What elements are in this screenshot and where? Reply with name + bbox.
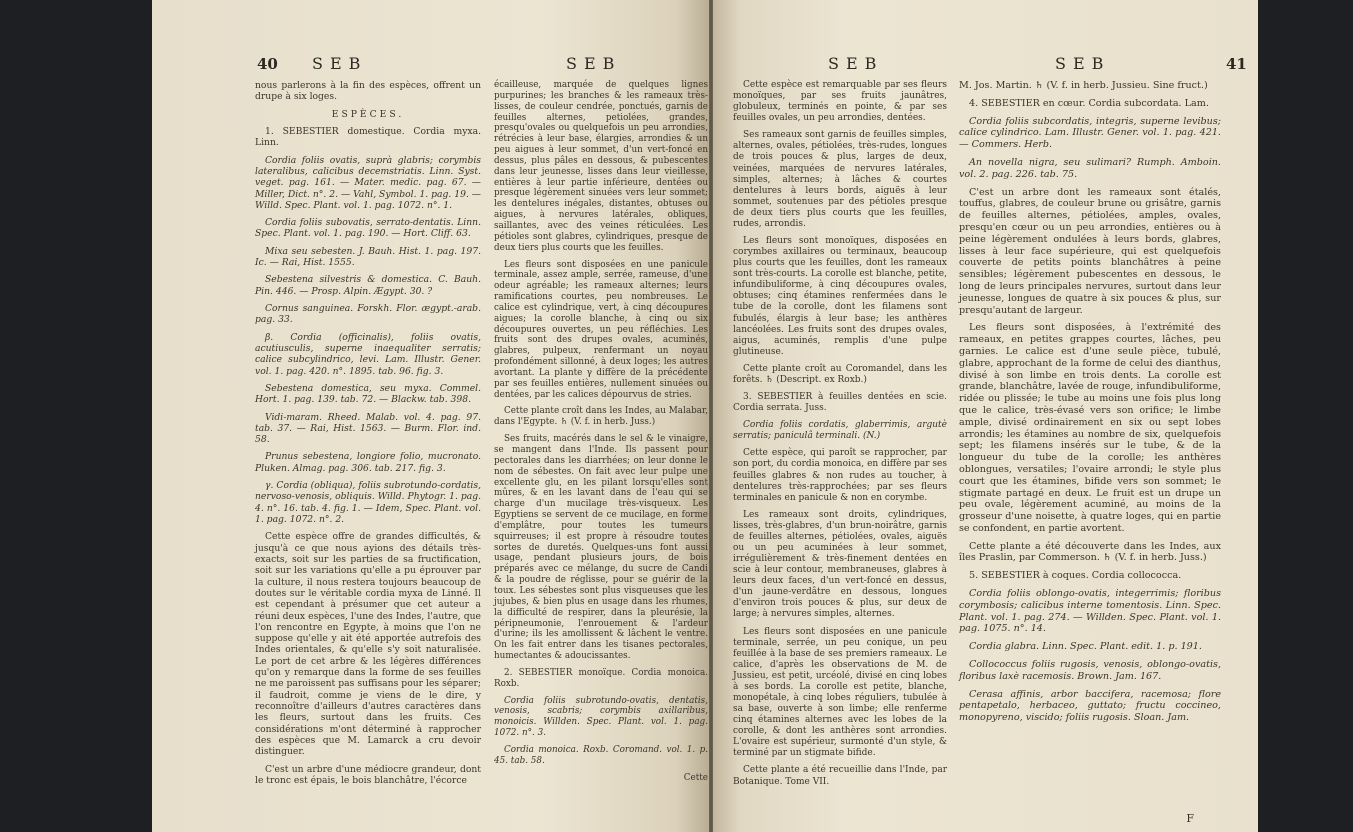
left-page-number: 40 (257, 55, 278, 73)
citation: An novella nigra, seu sulimari? Rumph. Amboin. vol. 2. pag. 226. tab. 75. (959, 156, 1221, 180)
paragraph: Cette plante croît au Coromandel, dans les forêts. ♄ (Descript. ex Roxb.) (733, 363, 947, 385)
citation: Collococcus foliis rugosis, venosis, oblongo-ovatis, floribus laxè racemosis. Brown. Jam. 167. (959, 659, 1221, 682)
citation: Cordia monoica. Roxb. Coromand. vol. 1. p. 45. tab. 58. (494, 744, 708, 766)
citation: γ. Cordia (obliqua), foliis subrotundo-cordatis, nervoso-venosis, obliquis. Willd. Phytogr. 1. pag. 4. n°. 16. tab. 4. fig. 1. — Idem, Spec. Plant. vol. 1. pag. 1072. n°. 2. (255, 480, 481, 525)
paragraph: Cette plante a été découverte dans les Indes, aux îles Praslin, par Commerson. ♄ (V. f. in herb. Juss.) (959, 540, 1221, 564)
paragraph: M. Jos. Martin. ♄ (V. f. in herb. Jussieu. Sine fruct.) (959, 80, 1208, 91)
species-heading: 2. SEBESTIER monoïque. Cordia monoica. Roxb. (494, 667, 708, 689)
paragraph: Ses fruits, macérés dans le sel & le vinaigre, se mangent dans l'Inde. Ils passent pour pectorales dans les diarrhées; on leur donne le nom de sébestes. On fait avec leur pulpe une excellente glu, en les pilant lorsqu'elles sont mûres, & en les lavant dans de l'eau qui se charge d'un mucilage très-visqueux. Les Egyptiens se servent de ce mucilage, en forme d'emplâtre, pour toutes les tumeurs squirreuses; il est propre à résoudre toutes sortes de duretés. Quelques-uns font aussi usage, pendant plusieurs jours, de bois préparés avec ce mélange, du sucre de Candi & la poudre de réglisse, pour se guérir de la toux. Les sébestes sont plus visqueuses que les jujubes, & bien plus en usage dans les rhumes, la difficulté de respirer, dans la pleurésie, la péripneumonie, l'enrouement & l'ardeur d'urine; ils les amollissent & lâchent le ventre. On les fait entrer dans les tisanes pectorales, humectantes & adoucissantes. (494, 434, 708, 662)
right-header-word: SEB (828, 54, 884, 73)
right-column-1 (733, 80, 947, 794)
paragraph: Cette espèce, qui paroît se rapprocher, par son port, du cordia monoica, en diffère par ses feuilles glabres & non rudes au toucher, à dentelures très-rapprochées; par ses fleurs terminales en panicule & non en corymbe. (733, 448, 947, 503)
citation: Cordia foliis oblongo-ovatis, integerrimis; floribus corymbosis; calicibus interne tomentosis. Linn. Spec. Plant. vol. 1. pag. 274. — Willden. Spec. Plant. vol. 1. pag. 1075. n°. 14. (959, 588, 1221, 635)
right-header-word-col2: SEB (1055, 54, 1111, 73)
left-header-word-col2: SEB (566, 54, 622, 73)
paragraph: Les fleurs sont disposées en une panicule terminale, serrée, un peu conique, un peu feuillée à la base de ses premiers rameaux. Le calice, d'après les observations de M. de Jussieu, est petit, urcéolé, divisé en cinq lobes à ses bords. La corolle est petite, blanche, monopétale, à cinq lobes réguliers, tubulée à sa base, ouverte à son limbe; elle renferme cinq étamines alternes avec les lobes de la corolle, & dont les anthères sont arrondies. L'ovaire est supérieur, surmonté d'un style, & terminé par un stigmate bifide. (733, 626, 947, 759)
signature-mark: F (1186, 812, 1194, 825)
left-column-2 (494, 80, 708, 789)
left-page (152, 0, 709, 832)
paragraph: Les fleurs sont disposées, à l'extrémité des rameaux, en petites grappes courtes, lâches, peu garnies. Le calice est d'une seule pièce, tubulé, glabre, approchant de la forme de celui des dianthus, divisé à son limbe en trois dents. La corolle est grande, blanchâtre, lavée de rouge, infundibuliforme, ridée ou plissée; le tube au moins une fois plus long que le calice, très-évasé vers son orifice; le limbe ample, divisé ordinairement en six ou sept lobes arrondis; les étamines au nombre de six, quelquefois sept; les filamens insérés sur le tube, & de la longueur du tube de la corolle; les anthères oblongues, versatiles; l'ovaire arrondi; le style plus court que les étamines, bifide vers son sommet; le stigmate partagé en deux. Le fruit est un drupe un peu ovale, légèrement acuminé, au moins de la grosseur d'une noisette, à quatre loges, qui en partie se confondent, en partie avortent. (959, 322, 1221, 534)
paragraph: écailleuse, marquée de quelques lignes purpurines; les branches & les rameaux très-lisses, de couleur cendrée, ponctués, garnis de feuilles alternes, petiolées, grandes, presqu'ovales ou quelquefois un peu arrondies, rétrécies à leur base, élargies, arrondies & un peu aigues à leur sommet, d'un vert-foncé en dessus, plus pâles en dessous, & pubescentes dans leur jeunesse, lisses dans leur vieillesse, entières à leur partie inférieure, dentées ou presque légèrement sinuées vers leur sommet; les dentelures inégales, distantes, obtuses ou aigues, à nervures latérales, obliques, saillantes, avec des veines réticulées. Les pétioles sont glabres, cylindriques, presque de deux tiers plus courts que les feuilles. (494, 80, 708, 253)
paragraph: Cette plante a été recueillie dans l'Inde, par Botanique. Tome VII. (733, 765, 947, 787)
right-page-number: 41 (1226, 55, 1247, 73)
species-heading: 1. SEBESTIER domestique. Cordia myxa. Linn. (255, 125, 481, 149)
paragraph: Cette plante croît dans les Indes, au Malabar, dans l'Egypte. ♄ (V. f. in herb. Juss.) (494, 406, 708, 428)
paragraph: Cette espèce offre de grandes difficultés, & jusqu'à ce que nous ayions des détails très-exacts, soit sur les parties de sa fructification, soit sur les variations qu'elle a pu éprouver par la culture, il nous restera toujours beaucoup de doutes sur le véritable cordia myxa de Linné. Il est cependant à présumer que cet auteur a réuni deux espèces, l'une des Indes, l'autre, que l'on rencontre en Egypte, à moins que l'on ne suppose qu'elle y ait été apportée autrefois des Indes orientales, & qu'elle s'y soit naturalisée. Le port de cet arbre & les légères différences qu'on y remarque dans la forme de ses feuilles ne me paroissent pas suffisans pour les séparer; il faudroit, comme je viens de le dire, y reconnoître d'ailleurs d'autres caractères dans les fleurs, surtout dans les fruits. Ces considérations m'ont déterminé à rapprocher des espèces que M. Lamarck a cru devoir distinguer. (255, 531, 481, 758)
citation: Vidi-maram. Rheed. Malab. vol. 4. pag. 97. tab. 37. — Rai, Hist. 1563. — Burm. Flor. ind. 58. (255, 411, 481, 446)
paragraph: Ses rameaux sont garnis de feuilles simples, alternes, ovales, pétiolées, très-rudes, longues de trois pouces & plus, larges de deux, veinées, marquées de nervures latérales, simples, alternes; à lâches & courtes dentelures à leurs bords, aiguës à leur sommet, soutenues par des pétioles presque de deux tiers plus courts que les feuilles, rudes, arrondis. (733, 130, 947, 229)
citation: Cordia foliis subcordatis, integris, superne levibus; calice cylindrico. Lam. Illustr. Gener. vol. 1. pag. 421. — Commers. Herb. (959, 115, 1221, 151)
paragraph: nous parlerons à la fin des espèces, offrent un drupe à six loges. (255, 80, 481, 103)
species-heading: 4. SEBESTIER en cœur. Cordia subcordata. Lam. (969, 97, 1209, 109)
citation: Sebestena domestica, seu myxa. Commel. Hort. 1. pag. 139. tab. 72. — Blackw. tab. 398. (255, 382, 481, 406)
paragraph: Cette espèce est remarquable par ses fleurs monoïques, par ses fruits jaunâtres, globuleux, terminés en pointe, & par ses feuilles ovales, un peu arrondies, dentées. (733, 80, 947, 124)
citation: Sebestena silvestris & domestica. C. Bauh. Pin. 446. — Prosp. Alpin. Ægypt. 30. ? (255, 274, 481, 297)
paragraph: Les rameaux sont droits, cylindriques, lisses, très-glabres, d'un brun-noirâtre, garnis de feuilles alternes, pétiolées, ovales, aiguës ou un peu acuminées à leur sommet, irrégulièrement & très-finement dentées en scie à leur contour, membraneuses, glabres à leurs deux faces, d'un vert-foncé en dessus, d'un jaune-verdâtre en dessous, longues d'environ trois pouces & plus, sur deux de large; à nervures simples, alternes. (733, 509, 947, 620)
paragraph: C'est un arbre d'une médiocre grandeur, dont le tronc est épais, le bois blanchâtre, l'écorce (255, 763, 481, 786)
paragraph: Les fleurs sont monoïques, disposées en corymbes axillaires ou terminaux, beaucoup plus courts que les feuilles, dont les rameaux sont très-courts. La corolle est blanche, petite, infundibuliforme, à cinq découpures ovales, obtuses; cinq étamines renfermées dans le tube de la corolle, dont les filamens sont fubulés, élargis à leur base; les anthères lancéolées. Les fruits sont des drupes ovales, aigus, acuminés, remplis d'une pulpe glutineuse. (733, 236, 947, 357)
right-column-2 (959, 80, 1221, 730)
citation: Mixa seu sebesten. J. Bauh. Hist. 1. pag. 197. Ic. — Rai, Hist. 1555. (255, 245, 481, 269)
citation: Cordia foliis ovatis, suprà glabris; corymbis lateralibus, calicibus decemstriatis. Linn. Syst. veget. pag. 161. — Mater. medic. pag. 67. — Miller, Dict. n°. 2. — Vahl, Symbol. 1. pag. 19. — Willd. Spec. Plant. vol. 1. pag. 1072. n°. 1. (255, 154, 481, 211)
citation: β. Cordia (officinalis), foliis ovatis, acutiusculis, superne inaequaliter serratis; calice subcylindrico, levi. Lam. Illustr. Gener. vol. 1. pag. 420. n°. 1895. tab. 96. fig. 3. (255, 331, 481, 377)
left-header-word: SEB (312, 54, 368, 73)
section-heading: ESPÈCES. (331, 108, 405, 120)
species-heading: 3. SEBESTIER à feuilles dentées en scie. Cordia serrata. Juss. (733, 392, 947, 414)
citation: Cerasa affinis, arbor baccifera, racemosa; flore pentapetalo, herbaceo, guttato; fructu coccineo, monopyreno, viscido; foliis rugosis. Sloan. Jam. (959, 688, 1221, 724)
left-column-1 (255, 80, 481, 792)
citation: Cordia glabra. Linn. Spec. Plant. edit. 1. p. 191. (969, 641, 1202, 653)
citation: Cordia foliis subrotundo-ovatis, dentatis, venosis, scabris; corymbis axillaribus, monoicis. Willden. Spec. Plant. vol. 1. pag. 1072. n°. 3. (494, 695, 708, 739)
paragraph: C'est un arbre dont les rameaux sont étalés, touffus, glabres, de couleur brune ou grisâtre, garnis de feuilles alternes, pétiolées, amples, ovales, presqu'en cœur ou un peu arrondies, entières ou à peine légèrement ondulées à leurs bords, glabres, lisses à leur face supérieure, qui est quelquefois couverte de petits points blanchâtres à peine sensibles; légèrement pubescentes en dessous, le long de leurs principales nervures, surtout dans leur jeunesse, longues de quatre à six pouces & plus, sur presqu'autant de largeur. (959, 186, 1221, 316)
catchword: Cette (683, 772, 708, 783)
citation: Cordia foliis cordatis, glaberrimis, argutè serratis; paniculâ terminali. (N.) (733, 420, 947, 442)
right-page (713, 0, 1258, 832)
paragraph: Les fleurs sont disposées en une panicule terminale, assez ample, serrée, rameuse, d'une odeur agréable; les rameaux alternes; leurs ramifications courtes, peu nombreuses. Le calice est cylindrique, vert, à cinq découpures aigues; la corolle blanche, à cinq ou six découpures ouvertes, un peu réfléchies. Les fruits sont des drupes ovales, acuminés, glabres, pulpeux, renfermant un noyau profondément sillonné, à deux loges; les autres avortant. La plante γ diffère de la précédente par ses feuilles entières, nullement sinuées ou dentées, par les calices dépourvus de stries. (494, 259, 708, 400)
citation: Cornus sanguinea. Forskh. Flor. ægypt.-arab. pag. 33. (255, 303, 481, 326)
species-heading: 5. SEBESTIER à coques. Cordia collococca. (969, 570, 1182, 582)
citation: Prunus sebestena, longiore folio, mucronato. Pluken. Almag. pag. 306. tab. 217. fig. 3. (255, 451, 481, 474)
citation: Cordia foliis subovatis, serrato-dentatis. Linn. Spec. Plant. vol. 1. pag. 190. — Hort. Cliff. 63. (255, 217, 481, 240)
